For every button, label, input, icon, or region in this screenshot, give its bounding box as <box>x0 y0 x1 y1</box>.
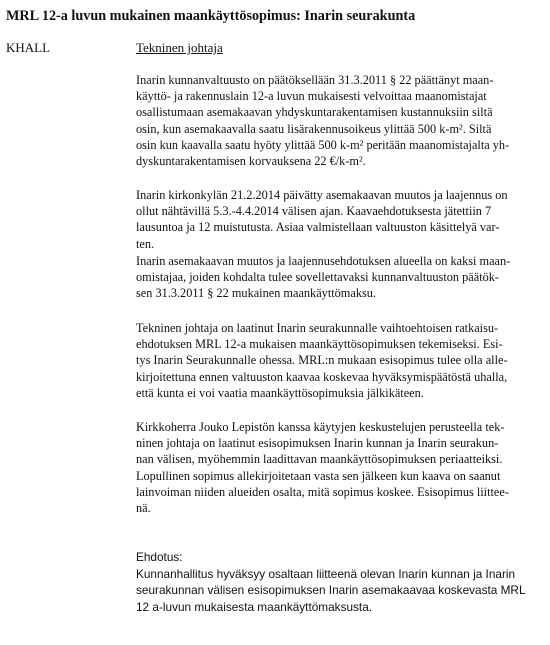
text-line: Lopullinen sopimus allekirjoitetaan vasta sen jälkeen kun kaava on saanut <box>136 468 501 483</box>
text-line: 12 a-luvun mukaisesta maankäyttömaksusta. <box>136 599 373 614</box>
text-line: Inarin kunnanvaltuusto on päätöksellään 31.3.2011 § 22 päättänyt maan- <box>136 73 494 87</box>
paragraph-motion <box>136 549 536 615</box>
text-line: dyskuntarakentamisen korvauksena 22 €/k-m². <box>136 154 366 169</box>
text-line: omistajaa, joiden kohdalta tulee sovellettavaksi kunnanvaltuuston päätök- <box>136 270 500 285</box>
text-line: Kunnanhallitus hyväksyy osaltaan liitteenä olevan Inarin kunnan ja Inarin <box>136 566 516 581</box>
text-line: kirjoitettuna ennen valtuuston kaavaa koskevaa hyväksymispäätöstä uhalla, <box>136 369 508 384</box>
paragraph-landowners <box>136 253 536 302</box>
text-line: osallistumaan asemakaavan yhdyskuntarakentamisen kustannuksiin siltä <box>136 105 493 120</box>
paragraph-proposal-drafted <box>136 320 536 401</box>
text-line: seurakunnan välisen esisopimuksen Inarin asemakaavaa koskevasta MRL <box>136 583 526 598</box>
text-line: ten. <box>136 236 155 251</box>
paragraph-plan-status <box>136 187 536 252</box>
text-line: käyttö- ja rakennuslain 12-a luvun mukaisesti velvoittaa maanomistajat <box>136 89 487 104</box>
text-line: ollut nähtävillä 5.3.-4.4.2014 välisen ajan. Kaavaehdotuksesta jätettiin 7 <box>136 204 492 219</box>
board-code: KHALL <box>6 40 51 55</box>
text-line: Inarin asemakaavan muutos ja laajennusehdotuksen alueella on kaksi maan- <box>136 254 511 268</box>
text-line: osin kun kaavalla saatu hyöty ylittää 500 k-m² peritään maanomistajalta yh- <box>136 137 510 152</box>
text-line: Kirkkoherra Jouko Lepistön kanssa käytyjen keskustelujen perusteella tek- <box>136 420 505 434</box>
text-line: lainvoiman niiden alueiden osalta, mitä sopimus koskee. Esisopimus liittee- <box>136 484 509 499</box>
text-line: Tekninen johtaja on laatinut Inarin seurakunnalle vaihtoehtoisen ratkaisu- <box>136 321 499 335</box>
document-title: MRL 12-a luvun mukainen maankäyttösopimus: Inarin seurakunta <box>6 8 416 24</box>
text-line: sen 31.3.2011 § 22 mukainen maankäyttömaksu. <box>136 286 376 301</box>
text-line: että kunta ei voi vaatia maankäyttösopimuksia jälkikäteen. <box>136 385 424 400</box>
text-line: nä. <box>136 501 151 516</box>
text-line: ehdotuksen MRL 12-a mukaisen maankäyttösopimuksen tekemiseksi. Esi- <box>136 337 503 352</box>
paragraph-cost-decision <box>136 72 536 169</box>
text-line: lausuntoa ja 12 muistutusta. Asiaa valmistellaan valtuuston käsittelyä var- <box>136 220 500 235</box>
text-line: osin, kun asemakaavalla saatu lisärakennusoikeus ylittää 500 k-m². Siltä <box>136 121 492 136</box>
text-line: tys Inarin Seurakunnalle ohessa. MRL:n mukaan esisopimus tulee olla alle- <box>136 353 508 368</box>
section-heading: Tekninen johtaja <box>136 40 223 55</box>
motion-label: Ehdotus: <box>136 550 183 564</box>
text-line: ninen johtaja on laatinut esisopimuksen Inarin kunnan ja Inarin seurakun- <box>136 436 499 451</box>
text-line: nan välisen, myöhemmin laadittavan maankäyttösopimuksen periaatteiksi. <box>136 452 503 467</box>
paragraph-preliminary-agreement <box>136 419 536 516</box>
text-line: Inarin kirkonkylän 21.2.2014 päivätty asemakaavan muutos ja laajennus on <box>136 188 508 202</box>
